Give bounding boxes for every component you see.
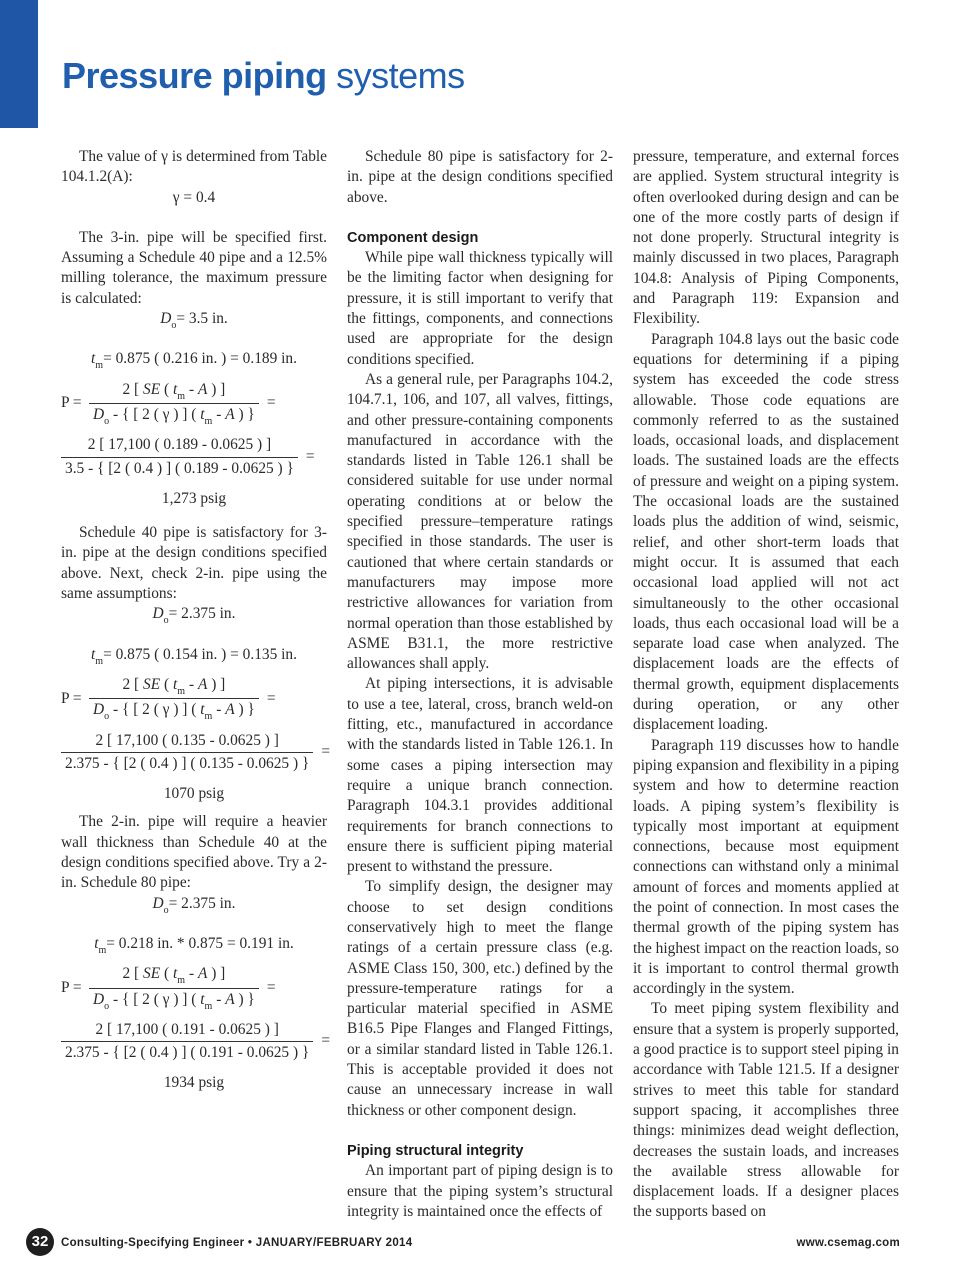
result: 1070 psig (163, 785, 225, 803)
paragraph: At piping intersections, it is advisable to use a tee, lateral, cross, branch weld-on fitting, etc., manufactured in accordance with the standards listed in Table 126.1. In some cases a piping intersection may require a unique branch connection. Paragraph 104.3.1 provides additional requirements for branch connections to ensure there is sufficient piping material present to withstand the pressure. (347, 675, 613, 876)
paragraph: An important part of piping design is to ensure that the piping system’s structural integrity is maintained once the effects of (347, 1162, 613, 1220)
website-link[interactable]: www.csemag.com (796, 1237, 900, 1249)
pressure-formula (61, 964, 327, 1012)
column-3 (633, 147, 899, 1223)
formula-denominator: $D_o$ - { [ 2 ( γ ) ] ( $t_m$ - A ) } (89, 403, 259, 427)
title-light: systems (336, 55, 465, 96)
numeric-numerator: 2 [ 17,100 ( 0.135 - 0.0625 ) ] (95, 731, 279, 749)
numeric-formula (61, 1020, 330, 1064)
do-equation: $D_o= 3.5$ in. (160, 310, 228, 332)
numeric-denominator: 3.5 - { [2 ( 0.4 ) ] ( 0.189 - 0.0625 ) } (61, 457, 298, 479)
do-equation: $D_o= 2.375$ in. (152, 894, 236, 916)
formula-numerator: 2 [ SE ( $t_m$ - A ) ] (122, 675, 226, 697)
section-heading: Component design (347, 229, 479, 246)
tm-equation: $t_m= 0.875$ ( 0.216 in. ) = 0.189 in. (91, 350, 297, 372)
paragraph: Paragraph 104.8 lays out the basic code equations for determining if a piping system has exceeded the code stress allowable. Those code equations are commonly referred to as the sustained loads, occasional loads, and displacement loads. The sustained loads are the effects of pressure and weight on a piping system. The occasional loads are the sustained loads plus the addition of wind, seismic, relief, and other short-term loads that might occur. It is assumed that each occasional load applied will not act simultaneously to the other occasional loads, thus each occasional load will be a separate load case when analyzed. The displacement loads are the effects of thermal growth, equipment displacements during operation, or any other displacement loading. (633, 330, 899, 734)
equals-sign: = (321, 1032, 330, 1050)
paragraph: Paragraph 119 discusses how to handle piping expansion and flexibility in a piping system and how to determine reaction loads. A piping system’s flexibility is typically most important at equipment connections, because most equipment connections can withstand only a minimal amount of forces and moments applied at the point of connection. In most cases the thermal growth of the piping system has the highest impact on the reaction loads, so it is important to control thermal growth accordingly in the system. (633, 736, 899, 998)
formula-label: P = (61, 394, 82, 412)
paragraph: To simplify design, the designer may choose to set design conditions conservatively high to meet the flange ratings of a certain pressure class (e.g. ASME Class 150, 300, etc.) defined by the pressure-temperature ratings for a particular material specified in ASME B16.5 Pipe Flanges and Flanged Fittings, or a similar standard listed in Table 126.1. This is acceptable provided it does not cause an unnecessary increase in wall thickness or other component design. (347, 878, 613, 1119)
paragraph: While pipe wall thickness typically will be the limiting factor when designing for pressure, it is still important to verify that the fittings, components, and connections used are appropriate for the design conditions specified. (347, 249, 613, 368)
paragraph: The value of γ is determined from Table 104.1.2(A): (61, 148, 327, 186)
tm-equation: $t_m= 0.218$ in. * 0.875 = 0.191 in. (94, 934, 294, 956)
formula-numerator: 2 [ SE ( $t_m$ - A ) ] (122, 380, 226, 402)
gamma-equation: γ = 0.4 (172, 188, 216, 206)
formula-label: P = (61, 689, 82, 707)
pressure-formula (61, 380, 327, 428)
numeric-denominator: 2.375 - { [2 ( 0.4 ) ] ( 0.191 - 0.0625 ) } (61, 1041, 313, 1063)
paragraph: Schedule 80 pipe is satisfactory for 2-in. pipe at the design conditions specified above. (347, 148, 613, 206)
header-accent-bar (0, 0, 38, 128)
numeric-formula (61, 435, 327, 479)
formula-denominator: $D_o$ - { [ 2 ( γ ) ] ( $t_m$ - A ) } (89, 698, 259, 722)
paragraph: pressure, temperature, and external forces are applied. System structural integrity is often overlooked during design and can be one of the more costly parts of design if not done properly. Structural integrity is mainly discussed in two places, Paragraph 104.8: Analysis of Piping Components, and Paragraph 119: Expansion and Flexibility. (633, 148, 899, 328)
do-equation: $D_o= 2.375$ in. (152, 605, 236, 627)
equals-sign: = (266, 978, 276, 996)
result: 1,273 psig (161, 489, 227, 507)
column-2 (347, 147, 613, 1222)
numeric-numerator: 2 [ 17,100 ( 0.191 - 0.0625 ) ] (95, 1020, 279, 1038)
page-title (62, 55, 465, 97)
page-footer (0, 1228, 960, 1258)
formula-numerator: 2 [ SE ( $t_m$ - A ) ] (122, 965, 226, 987)
formula-label: P = (61, 978, 82, 996)
column-1 (61, 147, 330, 1094)
paragraph: Schedule 40 pipe is satisfactory for 3-in. pipe at the design conditions specified above. Next, check 2-in. pipe using the same assumptions: (61, 524, 327, 603)
numeric-numerator: 2 [ 17,100 ( 0.189 - 0.0625 ) ] (87, 436, 272, 454)
paragraph: The 2-in. pipe will require a heavier wall thickness than Schedule 40 at the design conditions specified above. Try a 2-in. Schedule 80 pipe: (61, 813, 327, 892)
page-number: 32 (26, 1228, 54, 1256)
publication-line: Consulting-Specifying Engineer • JANUARY/FEBRUARY 2014 (61, 1237, 413, 1249)
equals-sign: = (305, 447, 315, 465)
pressure-formula (61, 675, 327, 723)
numeric-formula (61, 731, 330, 775)
title-bold: Pressure piping (62, 55, 327, 96)
result: 1934 psig (163, 1074, 225, 1092)
paragraph: The 3-in. pipe will be specified first. Assuming a Schedule 40 pipe and a 12.5% milling tolerance, the maximum pressure is calculated: (61, 228, 327, 307)
equals-sign: = (266, 394, 276, 412)
paragraph: As a general rule, per Paragraphs 104.2, 104.7.1, 106, and 107, all valves, fittings, and other pressure-containing components manufactured in accordance with the standards listed in Table 126.1 shall be considered suitable for use under normal operating conditions at or below the specified pressure–temperature ratings specified in those standards. The user is cautioned that where certain standards or manufacturers may impose more restrictive allowances for variation from normal operation than those established by ASME B31.1, the more restrictive allowances shall apply. (347, 370, 613, 673)
formula-denominator: $D_o$ - { [ 2 ( γ ) ] ( $t_m$ - A ) } (89, 988, 259, 1012)
equals-sign: = (266, 689, 276, 707)
numeric-denominator: 2.375 - { [2 ( 0.4 ) ] ( 0.135 - 0.0625 ) } (61, 752, 313, 774)
equals-sign: = (321, 743, 330, 761)
paragraph: To meet piping system flexibility and ensure that a system is properly supported, a good practice is to support steel piping in accordance with Table 121.5. If a designer strives to meet this table for standard support spacing, it accomplishes three things: minimizes dead weight deflection, decreases the sustain loads, and increases the available stress allowable for displacement loads. If a designer places the supports based on (633, 1000, 899, 1221)
section-heading: Piping structural integrity (347, 1142, 524, 1159)
tm-equation: $t_m= 0.875$ ( 0.154 in. ) = 0.135 in. (91, 645, 297, 667)
